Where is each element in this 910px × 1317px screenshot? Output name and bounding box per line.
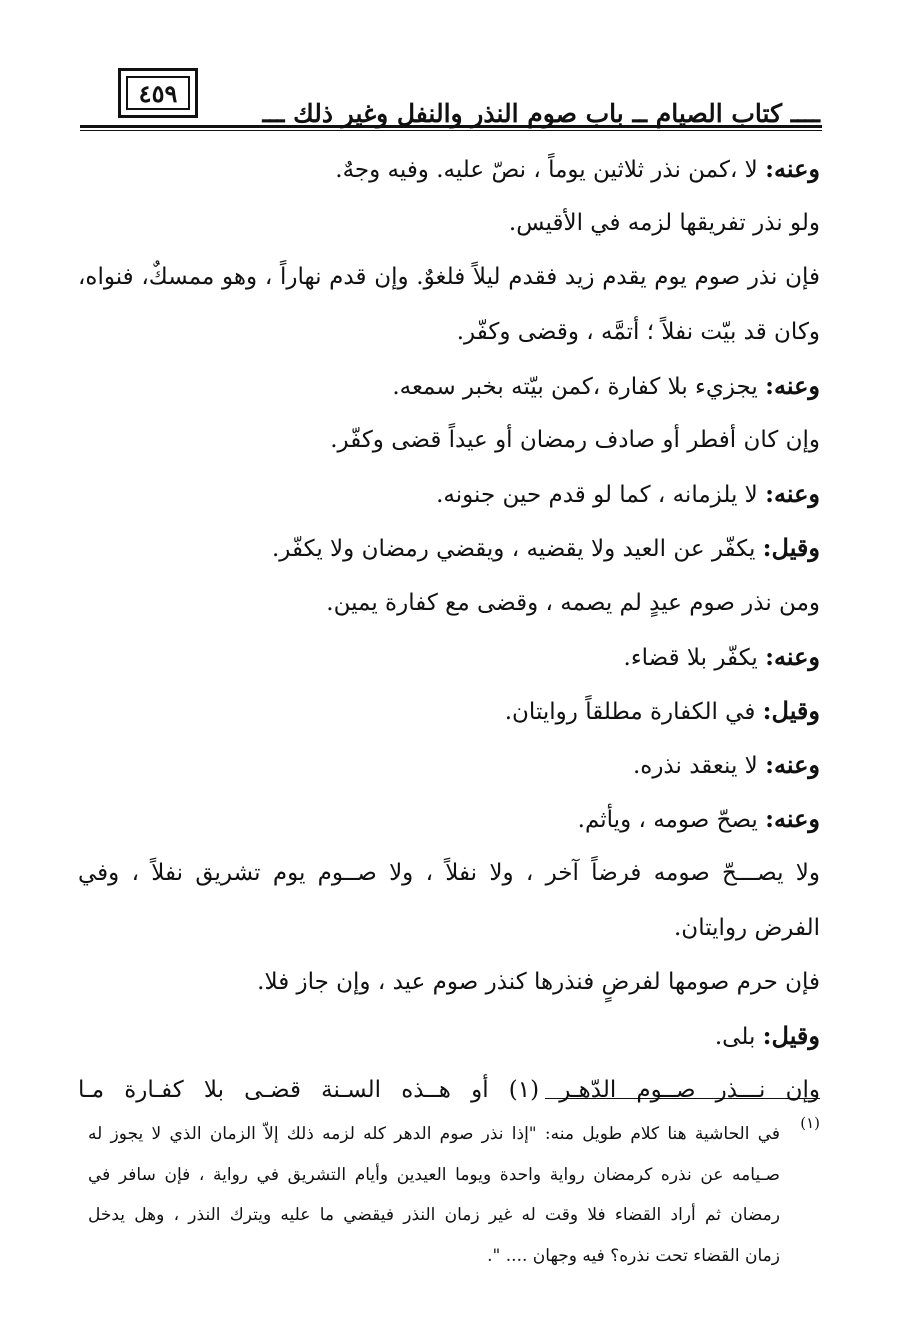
running-header [80,92,820,128]
line-text: وكان قد بيّت نفلاً ؛ أتمَّه ، وقضى وكفّر. [456,318,820,345]
line-lead-word: وعنه: [765,370,820,400]
text-line [78,305,820,359]
line-text: وإن نـــذر صــوم الدّهـر (١) أو هــذه السـنة قضـى بلا كفـارة مـا [78,1077,820,1104]
line-text: لا ،كمن نذر ثلاثين يوماً ، نصّ عليه. وفيه وجهٌ. [335,157,766,183]
text-line [78,521,820,575]
text-line [78,576,820,630]
footnote-line: صـيامه عن نذره كرمضان رواية واحدة ويوما العيدين وأيام التشريق في رواية ، فإن سافر في [88,1164,780,1185]
line-lead-word: وعنه: [765,750,820,780]
text-line [78,738,820,792]
line-lead-word: وعنه: [765,641,820,671]
text-line [78,630,820,684]
text-line [78,1009,820,1063]
line-text: يصحّ صومه ، ويأثم. [577,807,766,834]
footnote-lines [88,1114,780,1276]
line-text: ولو نذر تفريقها لزمه في الأقيس. [508,210,820,237]
text-line [78,901,820,955]
line-text: ولا يصـــحّ صومه فرضاً آخر ، ولا نفلاً ، ولا صــوم يوم تشريق نفلاً ، وفي [78,860,820,887]
text-line [78,467,820,521]
line-text: يكفّر بلا قضاء. [623,644,766,671]
line-text: فإن نذر صوم يوم يقدم زيد فقدم ليلاً فلغوٌ. وإن قدم نهاراً ، وهو ممسكٌ، فنواه، [78,264,820,291]
line-text: الفرض روايتان. [674,914,820,941]
text-line [78,684,820,738]
text-line [78,413,820,467]
footnote [88,1114,820,1276]
line-lead-word: وقيل: [762,695,820,725]
header-rule-thin [80,130,822,131]
footnote-line: زمان القضاء تحت نذره؟ فيه وجهان .... ". [487,1245,780,1266]
text-line [78,359,820,413]
text-line [78,792,820,846]
line-lead-word: وعنه: [765,479,820,509]
line-text: في الكفارة مطلقاً روايتان. [504,698,763,725]
line-text: وإن كان أفطر أو صادف رمضان أو عيداً قضى وكفّر. [330,426,820,453]
text-line [78,196,820,250]
text-line [78,1063,820,1117]
footnote-line: في الحاشية هنا كلام طويل منه: "إذا نذر صوم الدهر كله لزمه ذلك إلاّ الزمان الذي لا يجوز له [88,1124,780,1144]
line-lead-word: وعنه: [765,154,820,183]
line-lead-word: وقيل: [762,1021,820,1050]
line-text: لا يلزمانه ، كما لو قدم حين جنونه. [436,482,766,509]
footnote-line: رمضان ثم أراد القضاء فلا وقت له غير زمان النذر فيقضي ما عليه ويترك النذر ، وهل يدخل [88,1205,780,1225]
line-text: بلى. [714,1024,763,1050]
text-line [78,846,820,900]
footnote-separator [545,1098,820,1099]
text-line [78,955,820,1009]
line-text: فإن حرم صومها لفرضٍ فنذرها كنذر صوم عيد ، وإن جاز فلا. [257,968,820,995]
running-header-title: ــــ كتاب الصيام ــ باب صوم النذر والنفل وغير ذلك ـــ [262,99,820,128]
header-rule [80,125,822,128]
text-line [78,250,820,304]
footnote-marker: (١) [800,1114,820,1132]
page-number: ٤٥٩ [126,76,190,110]
line-text: ومن نذر صوم عيدٍ لم يصمه ، وقضى مع كفارة يمين. [326,589,820,616]
line-text: يكفّر عن العيد ولا يقضيه ، ويقضي رمضان ولا يكفّر. [271,536,763,563]
body-text [78,142,820,1117]
text-line [78,142,820,196]
line-lead-word: وقيل: [762,533,820,563]
line-text: لا ينعقد نذره. [632,753,766,780]
line-text: يجزيء بلا كفارة ،كمن بيّته بخبر سمعه. [392,373,766,400]
line-lead-word: وعنه: [765,804,820,834]
